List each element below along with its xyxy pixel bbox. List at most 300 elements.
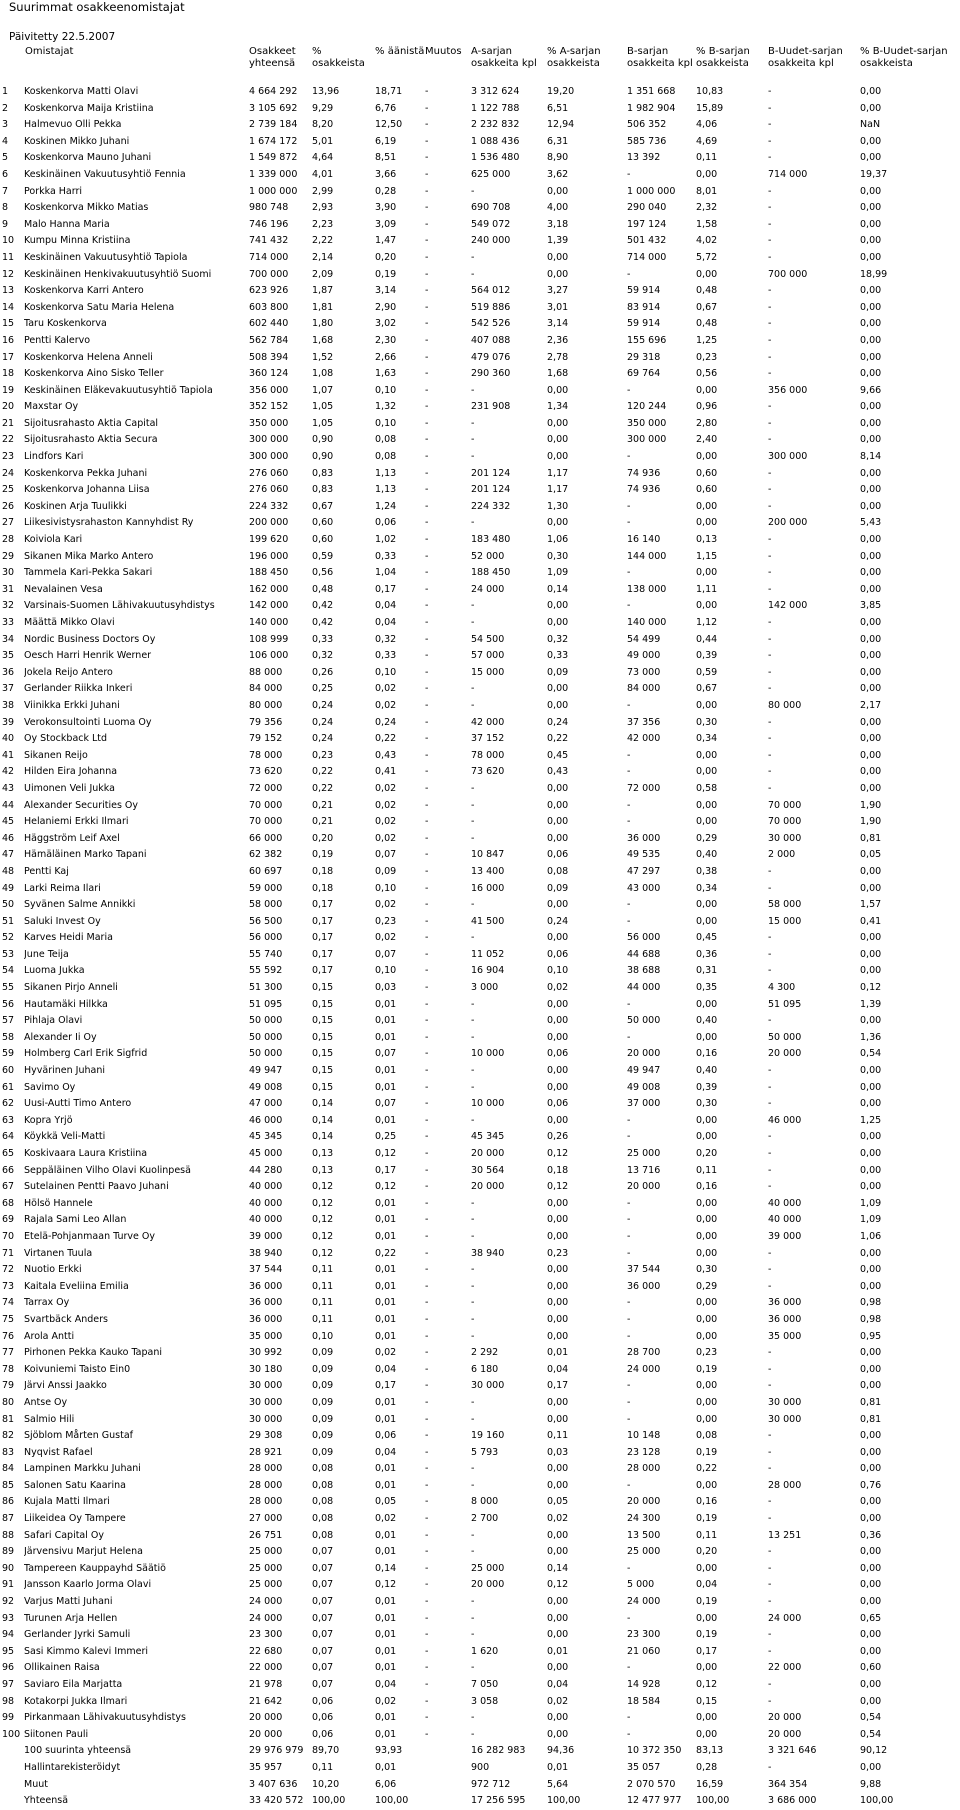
cell-a-shares: 972 712 [471, 1778, 511, 1790]
cell-shares-total: 25 000 [249, 1546, 283, 1558]
cell-pct-votes: 0,02 [375, 1695, 397, 1707]
cell-change: - [425, 368, 429, 380]
col-header-change: Muutos [425, 46, 462, 57]
cell-change: - [425, 1662, 429, 1674]
cell-pct-bnew: 0,00 [860, 550, 882, 562]
cell-pct-votes: 0,10 [375, 666, 397, 678]
cell-b-shares: - [627, 451, 631, 463]
cell-a-shares: 52 000 [471, 550, 505, 562]
cell-shares-total: 36 000 [249, 1313, 283, 1325]
cell-pct-bnew: 0,00 [860, 401, 882, 413]
cell-pct-bnew: 0,00 [860, 500, 882, 512]
cell-pct-a: 0,00 [547, 1479, 569, 1491]
cell-a-shares: 7 050 [471, 1679, 499, 1690]
cell-pct-votes: 0,01 [375, 1197, 397, 1209]
cell-bnew-shares: - [768, 285, 772, 297]
cell-pct-shares: 0,11 [312, 1280, 334, 1292]
cell-pct-a: 0,22 [547, 733, 569, 745]
cell-change: - [425, 1463, 429, 1475]
cell-b-shares: 300 000 [627, 434, 667, 446]
cell-b-shares: 37 356 [627, 716, 661, 728]
cell-pct-votes: 0,17 [375, 1164, 397, 1176]
cell-shares-total: 603 800 [249, 301, 289, 313]
cell-shares-total: 70 000 [249, 816, 283, 828]
table-row [2, 1461, 958, 1478]
cell-pct-a: 0,00 [547, 1463, 569, 1475]
cell-pct-a: 0,05 [547, 1496, 569, 1508]
cell-shares-total: 25 000 [249, 1562, 283, 1574]
cell-owner-name: Saluki Invest Oy [24, 915, 101, 927]
cell-change: - [425, 865, 429, 877]
cell-a-shares: - [471, 799, 475, 811]
cell-a-shares: 5 793 [471, 1446, 499, 1458]
table-row [2, 1660, 958, 1677]
cell-pct-b: 0,19 [696, 1596, 718, 1608]
table-row [2, 1295, 958, 1312]
cell-a-shares: - [471, 899, 475, 911]
cell-owner-name: Koskenkorva Pekka Juhani [24, 467, 148, 479]
cell-pct-b: 0,00 [696, 1413, 718, 1425]
cell-pct-shares: 0,15 [312, 1031, 334, 1043]
cell-owner-name: Salonen Satu Kaarina [24, 1479, 126, 1491]
table-row [2, 665, 958, 682]
cell-owner-name: Koiviola Kari [24, 534, 83, 546]
cell-b-shares: 144 000 [627, 550, 667, 562]
cell-pct-a: 0,45 [547, 749, 569, 761]
cell-shares-total: 49 947 [249, 1065, 283, 1077]
cell-bnew-shares: - [768, 1131, 772, 1143]
cell-pct-a: 1,17 [547, 467, 569, 479]
cell-pct-bnew: 0,00 [860, 1645, 882, 1657]
table-row [2, 947, 958, 964]
cell-pct-b: 1,25 [696, 334, 718, 346]
cell-pct-shares: 0,08 [312, 1479, 334, 1491]
cell-bnew-shares: - [768, 617, 772, 628]
cell-owner-name: Ollikainen Raisa [24, 1662, 100, 1674]
cell-pct-b: 0,00 [696, 1214, 718, 1226]
cell-shares-total: 50 000 [249, 1048, 283, 1060]
cell-pct-b: 0,56 [696, 368, 718, 380]
cell-pct-votes: 0,10 [375, 965, 397, 977]
cell-a-shares: - [471, 932, 475, 944]
cell-b-shares: - [627, 517, 631, 529]
cell-pct-b: 0,60 [696, 484, 718, 496]
table-row [2, 466, 958, 483]
cell-owner-name: Etelä-Pohjanmaan Turve Oy [24, 1230, 155, 1242]
cell-a-shares: 20 000 [471, 1579, 505, 1591]
cell-a-shares: - [471, 1015, 475, 1027]
cell-b-shares: 56 000 [627, 932, 661, 944]
table-row [2, 432, 958, 449]
cell-pct-bnew: 0,41 [860, 915, 882, 927]
cell-pct-b: 0,28 [696, 1761, 718, 1773]
cell-change: - [425, 135, 429, 147]
cell-change: - [425, 1430, 429, 1442]
cell-pct-a: 0,00 [547, 617, 569, 628]
cell-pct-shares: 0,24 [312, 699, 334, 711]
col-header-bnew-shares: B-Uudet-sarjan osakkeita kpl [768, 46, 843, 69]
cell-pct-bnew: 0,00 [860, 965, 882, 977]
cell-shares-total: 45 345 [249, 1131, 283, 1143]
cell-shares-total: 79 152 [249, 733, 283, 745]
cell-pct-b: 0,00 [696, 799, 718, 811]
cell-rank: 64 [2, 1131, 15, 1143]
cell-owner-name: Keskinäinen Vakuutusyhtiö Fennia [24, 168, 186, 180]
cell-owner-name: Sijoitusrahasto Aktia Capital [24, 417, 159, 429]
cell-pct-votes: 0,01 [375, 1230, 397, 1242]
cell-pct-shares: 0,17 [312, 965, 334, 977]
cell-bnew-shares: - [768, 1513, 772, 1525]
cell-pct-a: 6,31 [547, 135, 569, 147]
table-row [2, 781, 958, 798]
cell-shares-total: 4 664 292 [249, 86, 298, 97]
cell-rank: 70 [2, 1230, 15, 1242]
cell-bnew-shares: - [768, 1380, 772, 1392]
cell-pct-shares: 0,11 [312, 1313, 334, 1325]
cell-a-shares: 73 620 [471, 766, 505, 778]
cell-pct-bnew: 0,00 [860, 1679, 882, 1690]
cell-change: - [425, 567, 429, 579]
cell-pct-bnew: 8,14 [860, 451, 882, 463]
cell-shares-total: 162 000 [249, 583, 289, 595]
cell-owner-name: Jansson Kaarlo Jorma Olavi [24, 1579, 152, 1591]
table-row [2, 200, 958, 217]
cell-owner-name: Häggström Leif Axel [24, 832, 120, 844]
cell-pct-a: 0,00 [547, 1629, 569, 1641]
table-row [2, 1378, 958, 1395]
cell-rank: 81 [2, 1413, 15, 1425]
cell-pct-a: 0,00 [547, 1031, 569, 1043]
cell-owner-name: Liikeidea Oy Tampere [24, 1513, 126, 1525]
cell-b-shares: 1 000 000 [627, 185, 676, 197]
cell-pct-shares: 89,70 [312, 1745, 340, 1757]
cell-owner-name: Luoma Jukka [24, 965, 85, 977]
cell-pct-b: 0,16 [696, 1181, 718, 1193]
cell-b-shares: 49 008 [627, 1081, 661, 1093]
cell-pct-a: 0,12 [547, 1579, 569, 1591]
cell-rank: 80 [2, 1396, 15, 1408]
cell-pct-shares: 0,07 [312, 1546, 334, 1558]
cell-pct-votes: 0,24 [375, 716, 397, 728]
cell-b-shares: - [627, 1728, 631, 1740]
cell-pct-bnew: 0,81 [860, 1413, 882, 1425]
cell-change: - [425, 617, 429, 628]
cell-bnew-shares: - [768, 683, 772, 695]
cell-pct-shares: 1,68 [312, 334, 334, 346]
cell-bnew-shares: 36 000 [768, 1297, 802, 1309]
cell-pct-b: 0,16 [696, 1496, 718, 1508]
cell-a-shares: 564 012 [471, 285, 511, 297]
cell-owner-name: Nuotio Erkki [24, 1264, 82, 1276]
cell-owner-name: Hölsö Hannele [24, 1197, 93, 1209]
cell-pct-bnew: 0,00 [860, 1148, 882, 1159]
cell-pct-b: 0,40 [696, 1015, 718, 1027]
cell-pct-votes: 0,14 [375, 1562, 397, 1574]
cell-pct-shares: 0,42 [312, 617, 334, 628]
cell-rank: 76 [2, 1330, 15, 1342]
cell-pct-a: 0,00 [547, 384, 569, 396]
cell-pct-shares: 0,09 [312, 1430, 334, 1442]
cell-bnew-shares: 40 000 [768, 1214, 802, 1226]
cell-pct-bnew: 0,00 [860, 1496, 882, 1508]
cell-change: - [425, 351, 429, 363]
cell-pct-shares: 2,23 [312, 218, 334, 230]
cell-change: - [425, 1297, 429, 1309]
cell-b-shares: - [627, 1247, 631, 1259]
cell-b-shares: 1 351 668 [627, 86, 676, 97]
table-row [2, 748, 958, 765]
cell-a-shares: 231 908 [471, 401, 511, 413]
cell-a-shares: 16 904 [471, 965, 505, 977]
cell-a-shares: - [471, 1330, 475, 1342]
cell-pct-b: 0,00 [696, 1728, 718, 1740]
cell-owner-name: Kumpu Minna Kristiina [24, 235, 131, 247]
cell-pct-a: 0,00 [547, 185, 569, 197]
cell-b-shares: 21 060 [627, 1645, 661, 1657]
cell-shares-total: 79 356 [249, 716, 283, 728]
cell-pct-b: 0,30 [696, 1264, 718, 1276]
cell-shares-total: 60 697 [249, 865, 283, 877]
cell-rank: 22 [2, 434, 15, 446]
cell-bnew-shares: 70 000 [768, 799, 802, 811]
cell-pct-votes: 0,23 [375, 915, 397, 927]
cell-pct-bnew: 0,00 [860, 1546, 882, 1558]
cell-pct-bnew: 0,36 [860, 1529, 882, 1541]
cell-pct-bnew: 0,00 [860, 334, 882, 346]
cell-pct-votes: 0,07 [375, 849, 397, 861]
cell-shares-total: 20 000 [249, 1712, 283, 1724]
table-row [2, 980, 958, 997]
cell-rank: 6 [2, 168, 9, 180]
cell-pct-a: 0,00 [547, 268, 569, 280]
cell-pct-a: 0,09 [547, 666, 569, 678]
cell-pct-a: 0,32 [547, 633, 569, 645]
cell-rank: 10 [2, 235, 15, 247]
cell-pct-shares: 0,12 [312, 1247, 334, 1259]
cell-pct-a: 0,00 [547, 1413, 569, 1425]
cell-shares-total: 66 000 [249, 832, 283, 844]
table-row [2, 416, 958, 433]
cell-rank: 26 [2, 500, 15, 512]
cell-pct-bnew: 18,99 [860, 268, 888, 280]
cell-pct-a: 1,06 [547, 534, 569, 546]
cell-change [425, 1777, 471, 1794]
cell-rank: 8 [2, 202, 9, 214]
cell-pct-a: 0,00 [547, 1330, 569, 1342]
cell-pct-shares: 0,18 [312, 882, 334, 894]
table-row [2, 150, 958, 167]
cell-change: - [425, 334, 429, 346]
cell-pct-bnew: 0,98 [860, 1313, 882, 1325]
cell-change: - [425, 534, 429, 546]
cell-rank: 86 [2, 1496, 15, 1508]
table-row [2, 499, 958, 516]
cell-pct-shares: 0,48 [312, 583, 334, 595]
cell-owner-name: Seppäläinen Vilho Olavi Kuolinpesä [24, 1164, 191, 1176]
cell-pct-a: 1,39 [547, 235, 569, 247]
cell-pct-a: 0,00 [547, 1015, 569, 1027]
cell-a-shares: 20 000 [471, 1181, 505, 1193]
cell-pct-b: 0,36 [696, 948, 718, 960]
cell-a-shares: - [471, 816, 475, 828]
cell-pct-bnew: 0,00 [860, 683, 882, 695]
cell-pct-b: 0,23 [696, 1347, 718, 1359]
table-row [2, 632, 958, 649]
cell-pct-bnew: 0,81 [860, 832, 882, 844]
table-row [2, 1046, 958, 1063]
cell-pct-bnew: 0,00 [860, 1363, 882, 1375]
table-row [2, 963, 958, 980]
cell-a-shares: 290 360 [471, 368, 511, 380]
cell-pct-shares: 0,24 [312, 716, 334, 728]
cell-pct-shares: 0,07 [312, 1645, 334, 1657]
cell-pct-bnew: 0,00 [860, 318, 882, 330]
cell-owner-name: Koskenkorva Karri Antero [24, 285, 144, 297]
cell-rank: 44 [2, 799, 15, 811]
cell-owner-name: Uimonen Veli Jukka [24, 782, 115, 794]
cell-bnew-shares: 300 000 [768, 451, 808, 463]
cell-a-shares: 2 700 [471, 1513, 499, 1525]
cell-b-shares: - [627, 1214, 631, 1226]
cell-pct-shares: 0,09 [312, 1380, 334, 1392]
cell-pct-shares: 0,67 [312, 500, 334, 512]
cell-pct-a: 8,90 [547, 152, 569, 164]
cell-shares-total: 56 000 [249, 932, 283, 944]
summary-row [2, 1760, 958, 1777]
cell-shares-total: 200 000 [249, 517, 289, 529]
cell-pct-b: 0,11 [696, 1164, 718, 1176]
table-row [2, 1478, 958, 1495]
cell-pct-bnew: 1,25 [860, 1114, 882, 1126]
table-row [2, 1129, 958, 1146]
table-row [2, 117, 958, 134]
cell-pct-b: 0,34 [696, 733, 718, 745]
cell-rank: 74 [2, 1297, 15, 1309]
cell-bnew-shares: - [768, 218, 772, 230]
cell-shares-total: 300 000 [249, 451, 289, 463]
cell-a-shares: - [471, 1396, 475, 1408]
cell-pct-b: 0,00 [696, 268, 718, 280]
cell-pct-b: 0,00 [696, 567, 718, 579]
cell-change: - [425, 832, 429, 844]
cell-rank: 69 [2, 1214, 15, 1226]
cell-pct-a: 3,14 [547, 318, 569, 330]
cell-pct-shares: 0,09 [312, 1347, 334, 1359]
cell-pct-a: 0,00 [547, 451, 569, 463]
cell-a-shares: - [471, 699, 475, 711]
cell-pct-shares: 0,15 [312, 1048, 334, 1060]
cell-pct-b: 0,00 [696, 1031, 718, 1043]
cell-bnew-shares: - [768, 1065, 772, 1077]
cell-rank: 68 [2, 1197, 15, 1209]
cell-pct-votes: 0,25 [375, 1131, 397, 1143]
cell-change: - [425, 882, 429, 894]
cell-bnew-shares: - [768, 135, 772, 147]
cell-owner-name: Koskinen Arja Tuulikki [24, 500, 127, 512]
cell-b-shares: - [627, 766, 631, 778]
cell-rank: 48 [2, 865, 15, 877]
cell-change: - [425, 666, 429, 678]
cell-pct-votes: 0,19 [375, 268, 397, 280]
cell-owner-name: Koskenkorva Mikko Matias [24, 202, 149, 214]
cell-change: - [425, 1247, 429, 1259]
cell-pct-shares: 0,26 [312, 666, 334, 678]
cell-pct-votes: 0,01 [375, 1463, 397, 1475]
cell-pct-bnew: 0,00 [860, 102, 882, 114]
cell-pct-votes: 0,02 [375, 932, 397, 944]
cell-bnew-shares: - [768, 534, 772, 546]
cell-change: - [425, 202, 429, 214]
cell-pct-bnew: 0,00 [860, 467, 882, 479]
cell-a-shares: - [471, 1479, 475, 1491]
table-row [2, 1013, 958, 1030]
cell-pct-a: 0,00 [547, 1728, 569, 1740]
cell-rank: 79 [2, 1380, 15, 1392]
cell-pct-votes: 0,22 [375, 733, 397, 745]
cell-pct-votes: 0,01 [375, 1214, 397, 1226]
cell-rank: 62 [2, 1098, 15, 1110]
cell-a-shares: - [471, 1313, 475, 1325]
cell-a-shares: 542 526 [471, 318, 511, 330]
cell-pct-votes: 1,02 [375, 534, 397, 546]
cell-owner-name: Nyqvist Rafael [24, 1446, 93, 1458]
cell-rank: 71 [2, 1247, 15, 1259]
cell-rank: 77 [2, 1347, 15, 1359]
table-row [2, 333, 958, 350]
cell-pct-b: 1,15 [696, 550, 718, 562]
cell-change: - [425, 915, 429, 927]
cell-owner-name: Kaitala Eveliina Emilia [24, 1280, 129, 1292]
cell-pct-b: 0,30 [696, 716, 718, 728]
cell-pct-b: 16,59 [696, 1778, 724, 1790]
cell-shares-total: 2 739 184 [249, 119, 298, 131]
cell-owner-name: Sijoitusrahasto Aktia Secura [24, 434, 158, 446]
cell-pct-b: 2,80 [696, 417, 718, 429]
cell-pct-b: 0,00 [696, 1712, 718, 1724]
cell-pct-votes: 0,01 [375, 1728, 397, 1740]
cell-change: - [425, 1098, 429, 1110]
cell-pct-b: 0,96 [696, 401, 718, 413]
cell-b-shares: 49 000 [627, 650, 661, 662]
cell-pct-bnew: 5,43 [860, 517, 882, 529]
cell-pct-shares: 0,25 [312, 683, 334, 695]
cell-pct-votes: 12,50 [375, 119, 403, 131]
table-row [2, 997, 958, 1014]
cell-pct-b: 0,67 [696, 301, 718, 313]
cell-pct-a: 94,36 [547, 1745, 575, 1757]
cell-shares-total: 73 620 [249, 766, 283, 778]
cell-pct-b: 0,34 [696, 882, 718, 894]
cell-b-shares: 35 057 [627, 1761, 661, 1773]
table-row [2, 184, 958, 201]
cell-rank: 47 [2, 849, 15, 861]
cell-shares-total: 22 680 [249, 1645, 283, 1657]
cell-pct-a: 0,10 [547, 965, 569, 977]
cell-pct-bnew: 0,00 [860, 1629, 882, 1641]
cell-a-shares: 54 500 [471, 633, 505, 645]
cell-pct-a: 0,01 [547, 1761, 569, 1773]
cell-a-shares: 549 072 [471, 218, 511, 230]
cell-rank: 53 [2, 948, 15, 960]
cell-pct-bnew: 0,00 [860, 417, 882, 429]
cell-pct-b: 0,00 [696, 1114, 718, 1126]
cell-a-shares: 13 400 [471, 865, 505, 877]
table-row [2, 831, 958, 848]
cell-pct-bnew: 0,00 [860, 1098, 882, 1110]
cell-change: - [425, 1479, 429, 1491]
cell-pct-a: 0,00 [547, 1264, 569, 1276]
cell-pct-a: 1,17 [547, 484, 569, 496]
